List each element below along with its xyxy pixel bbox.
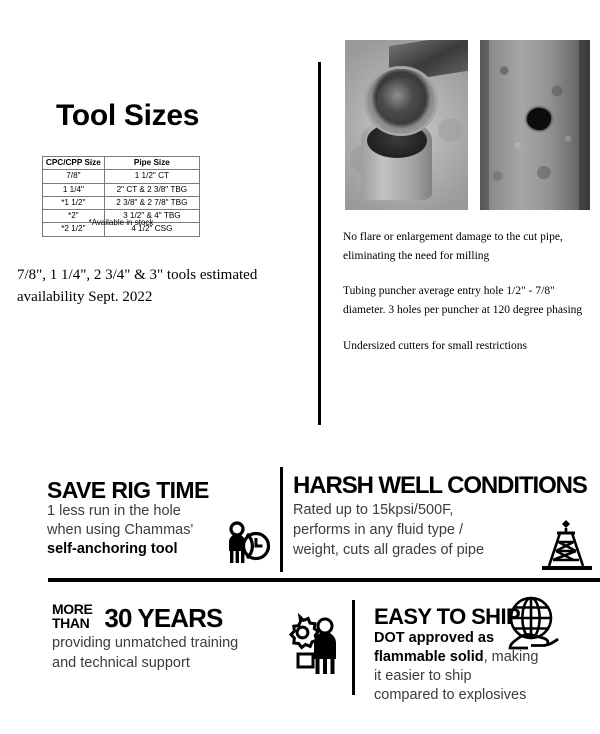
column-header-pipe-size: Pipe Size xyxy=(104,157,199,170)
cell-pipe-size: 3 1/2" & 4" TBG xyxy=(104,210,199,223)
benefit-headline: EASY TO SHIP xyxy=(374,604,521,629)
benefit-body-emphasis: DOT approved as xyxy=(374,630,495,647)
benefit-body-line: and technical support xyxy=(52,654,190,671)
table-row xyxy=(43,183,200,196)
benefit-body-line: weight, cuts all grades of pipe xyxy=(293,541,485,558)
benefit-body xyxy=(52,634,292,672)
cell-pipe-size: 1 1/2" CT xyxy=(104,170,199,183)
cell-pipe-size: 4 1/2" CSG xyxy=(104,223,199,236)
benefit-body-emphasis: self-anchoring tool xyxy=(47,540,178,557)
benefit-body-line: it easier to ship xyxy=(374,668,472,685)
column-header-cpc-size: CPC/CPP Size xyxy=(43,157,105,170)
benefit-body-line: performs in any fluid type / xyxy=(293,521,464,538)
benefit-body-line: compared to explosives xyxy=(374,687,527,704)
cut-pipe-photo xyxy=(345,40,468,210)
vertical-divider-bottom xyxy=(352,600,355,695)
cell-cpc-size: 7/8" xyxy=(43,170,105,183)
photo-strip xyxy=(345,40,590,210)
vertical-divider-middle xyxy=(280,467,283,572)
table-row xyxy=(43,196,200,209)
benefit-headline: HARSH WELL CONDITIONS xyxy=(293,472,587,499)
benefit-eyebrow-line: THAN xyxy=(52,614,90,631)
cell-cpc-size: *2 1/2" xyxy=(43,223,105,236)
availability-note: 7/8", 1 1/4", 2 3/4" & 3" tools estimated availability Sept. 2022 xyxy=(17,267,258,305)
gear-person-icon xyxy=(280,607,342,677)
punched-hole-photo xyxy=(480,40,590,210)
benefit-eyebrow xyxy=(52,603,92,630)
benefit-thirty-years xyxy=(52,603,292,673)
feature-paragraph: Undersized cutters for small restrictions xyxy=(343,339,527,352)
cell-cpc-size: *2" xyxy=(43,210,105,223)
benefit-headline: SAVE RIG TIME xyxy=(47,477,209,503)
oil-derrick-icon xyxy=(540,516,596,574)
horizontal-divider xyxy=(48,578,600,582)
person-clock-icon xyxy=(222,519,272,567)
vertical-divider-top xyxy=(318,62,321,425)
page-title: Tool Sizes xyxy=(56,99,200,132)
benefit-body-line: when using Chammas' xyxy=(47,521,194,538)
benefit-body-line: providing unmatched training xyxy=(52,635,239,652)
table-header-row xyxy=(43,157,200,170)
benefit-body-emphasis: flammable solid xyxy=(374,649,484,666)
benefit-eyebrow-line: MORE xyxy=(52,601,93,617)
benefit-headline: 30 YEARS xyxy=(104,603,223,634)
feature-paragraph: No flare or enlargement damage to the cut pipe, eliminating the need for milling xyxy=(343,231,563,262)
feature-paragraph: Tubing puncher average entry hole 1/2" - 7/8" diameter. 3 holes per puncher at 120 degree phasing xyxy=(343,285,583,316)
table-footnote: *Available in stock xyxy=(88,218,154,227)
benefit-body-line: , making xyxy=(483,649,539,666)
globe-hand-icon xyxy=(500,594,562,656)
feature-paragraphs xyxy=(343,228,591,355)
benefit-body-line: 1 less run in the hole xyxy=(47,503,181,520)
benefit-body-line: Rated up to 15kpsi/500F, xyxy=(293,502,454,519)
cell-pipe-size: 2" CT & 2 3/8" TBG xyxy=(104,183,199,196)
cell-cpc-size: 1 1/4" xyxy=(43,183,105,196)
table-row xyxy=(43,170,200,183)
cell-pipe-size: 2 3/8" & 2 7/8" TBG xyxy=(104,196,199,209)
cell-cpc-size: *1 1/2" xyxy=(43,196,105,209)
